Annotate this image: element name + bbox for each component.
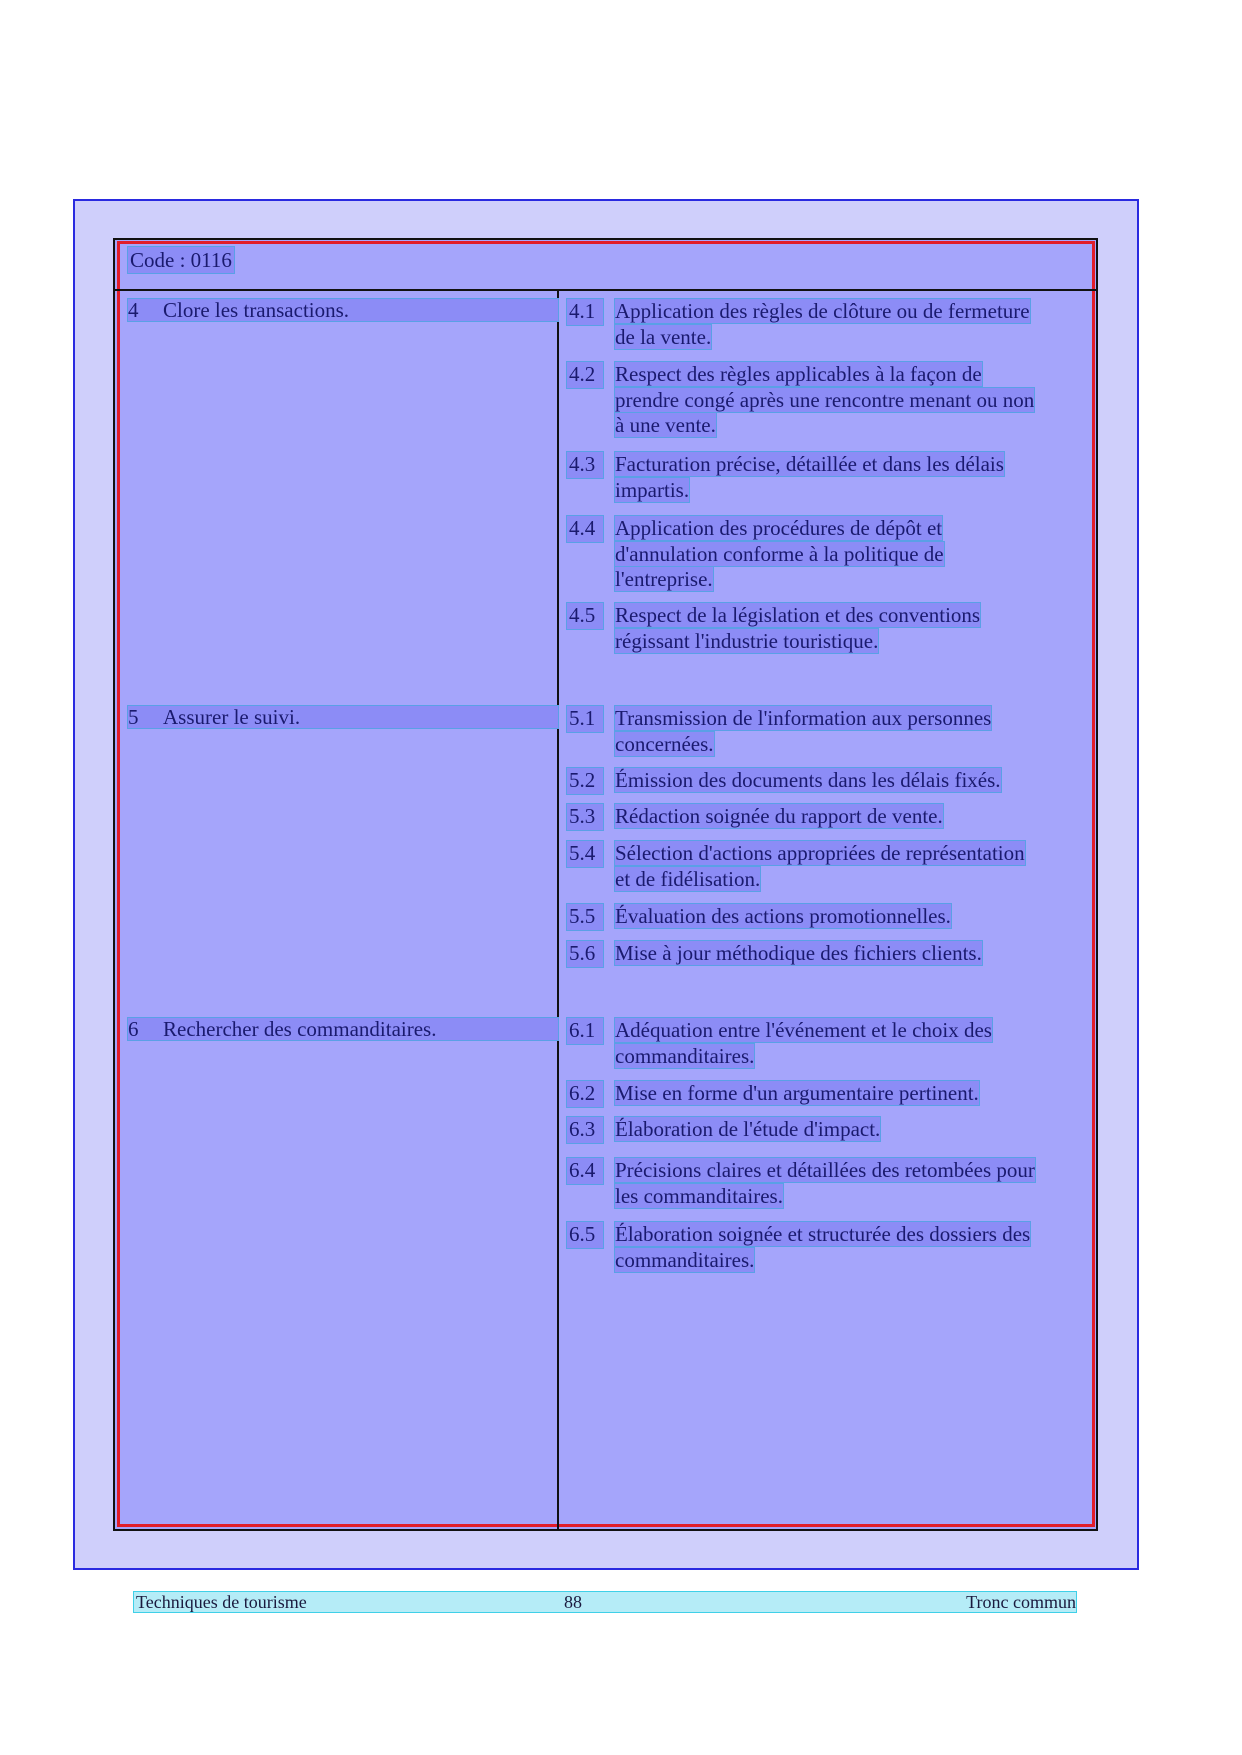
competency-6	[128, 1018, 558, 1040]
criterion-text-line: prendre congé après une rencontre menant ou non	[615, 387, 1035, 412]
criterion-number: 5.2	[567, 768, 603, 794]
criterion-text-line: les commanditaires.	[615, 1183, 783, 1208]
competency-number: 6	[128, 1017, 139, 1041]
footer-section: Tronc commun	[966, 1592, 1076, 1612]
criterion-number: 5.4	[567, 841, 603, 867]
criterion-text-line: Rédaction soignée du rapport de vente.	[615, 804, 943, 828]
criterion-text-line: Élaboration soignée et structurée des dossiers des	[615, 1222, 1031, 1246]
criterion-6.2	[567, 1081, 1077, 1107]
page-number: 88	[564, 1592, 582, 1612]
criterion-text-line: Évaluation des actions promotionnelles.	[615, 904, 951, 928]
competency-4	[128, 299, 558, 321]
criterion-text-line: Mise à jour méthodique des fichiers clients.	[615, 941, 982, 965]
criterion-4.1	[567, 299, 1077, 350]
criterion-5.5	[567, 904, 1077, 930]
criterion-text-line: et de fidélisation.	[615, 866, 761, 891]
criterion-text-line: de la vente.	[615, 324, 712, 349]
criterion-5.4	[567, 841, 1077, 892]
criterion-text-line: commanditaires.	[615, 1043, 755, 1068]
criterion-text-line: Précisions claires et détaillées des retombées pour	[615, 1158, 1035, 1182]
criterion-text-line: l'entreprise.	[615, 567, 713, 591]
criterion-text-line: Application des règles de clôture ou de fermeture	[615, 299, 1030, 323]
criterion-number: 6.4	[567, 1158, 603, 1184]
column-divider	[557, 291, 559, 1531]
criterion-text-line: commanditaires.	[615, 1247, 755, 1272]
criterion-6.1	[567, 1018, 1077, 1069]
criterion-text-line: Respect des règles applicables à la façon de	[615, 362, 982, 386]
criterion-number: 5.5	[567, 904, 603, 930]
criterion-text-line: Élaboration de l'étude d'impact.	[615, 1117, 881, 1141]
criterion-text-line: Transmission de l'information aux personnes	[615, 706, 992, 730]
course-code: Code : 0116	[130, 248, 232, 272]
footer-program: Techniques de tourisme	[136, 1592, 307, 1612]
criterion-number: 4.1	[567, 299, 603, 325]
criterion-number: 6.2	[567, 1081, 603, 1107]
criterion-number: 5.3	[567, 804, 603, 830]
criterion-text-line: Respect de la législation et des conventions	[615, 603, 981, 627]
criterion-number: 6.5	[567, 1222, 603, 1248]
criterion-text-line: Émission des documents dans les délais fixés.	[615, 768, 1001, 792]
criterion-text-line: à une vente.	[615, 413, 716, 437]
criterion-text-line: régissant l'industrie touristique.	[615, 628, 879, 653]
criterion-number: 5.6	[567, 941, 603, 967]
criterion-4.4	[567, 516, 1077, 593]
criterion-5.1	[567, 706, 1077, 757]
criterion-number: 6.1	[567, 1018, 603, 1044]
competency-number: 4	[128, 298, 139, 322]
criterion-6.3	[567, 1117, 1077, 1143]
criterion-4.2	[567, 362, 1077, 439]
competency-number: 5	[128, 705, 139, 729]
criterion-text-line: d'annulation conforme à la politique de	[615, 541, 944, 566]
criterion-number: 6.3	[567, 1117, 603, 1143]
competency-label: Clore les transactions.	[163, 298, 350, 322]
criterion-4.5	[567, 603, 1077, 654]
criterion-text-line: Adéquation entre l'événement et le choix des	[615, 1018, 992, 1042]
header-divider	[113, 289, 1098, 291]
criterion-text-line: concernées.	[615, 731, 714, 756]
criterion-number: 5.1	[567, 706, 603, 732]
competency-5	[128, 706, 558, 728]
criterion-6.5	[567, 1222, 1077, 1273]
criterion-5.6	[567, 941, 1077, 967]
criterion-number: 4.4	[567, 516, 603, 542]
criterion-4.3	[567, 452, 1077, 503]
criterion-5.3	[567, 804, 1077, 830]
criterion-number: 4.3	[567, 452, 603, 478]
page-footer	[134, 1592, 1076, 1612]
criterion-text-line: Application des procédures de dépôt et	[615, 516, 943, 540]
criterion-text-line: impartis.	[615, 477, 690, 502]
criterion-number: 4.5	[567, 603, 603, 629]
competency-label: Assurer le suivi.	[163, 705, 301, 729]
criterion-number: 4.2	[567, 362, 603, 388]
criterion-text-line: Sélection d'actions appropriées de représentation	[615, 841, 1025, 865]
criterion-text-line: Mise en forme d'un argumentaire pertinent.	[615, 1081, 979, 1105]
criterion-text-line: Facturation précise, détaillée et dans les délais	[615, 452, 1004, 476]
competency-label: Rechercher des commanditaires.	[163, 1017, 437, 1041]
criterion-5.2	[567, 768, 1077, 794]
criterion-6.4	[567, 1158, 1077, 1209]
